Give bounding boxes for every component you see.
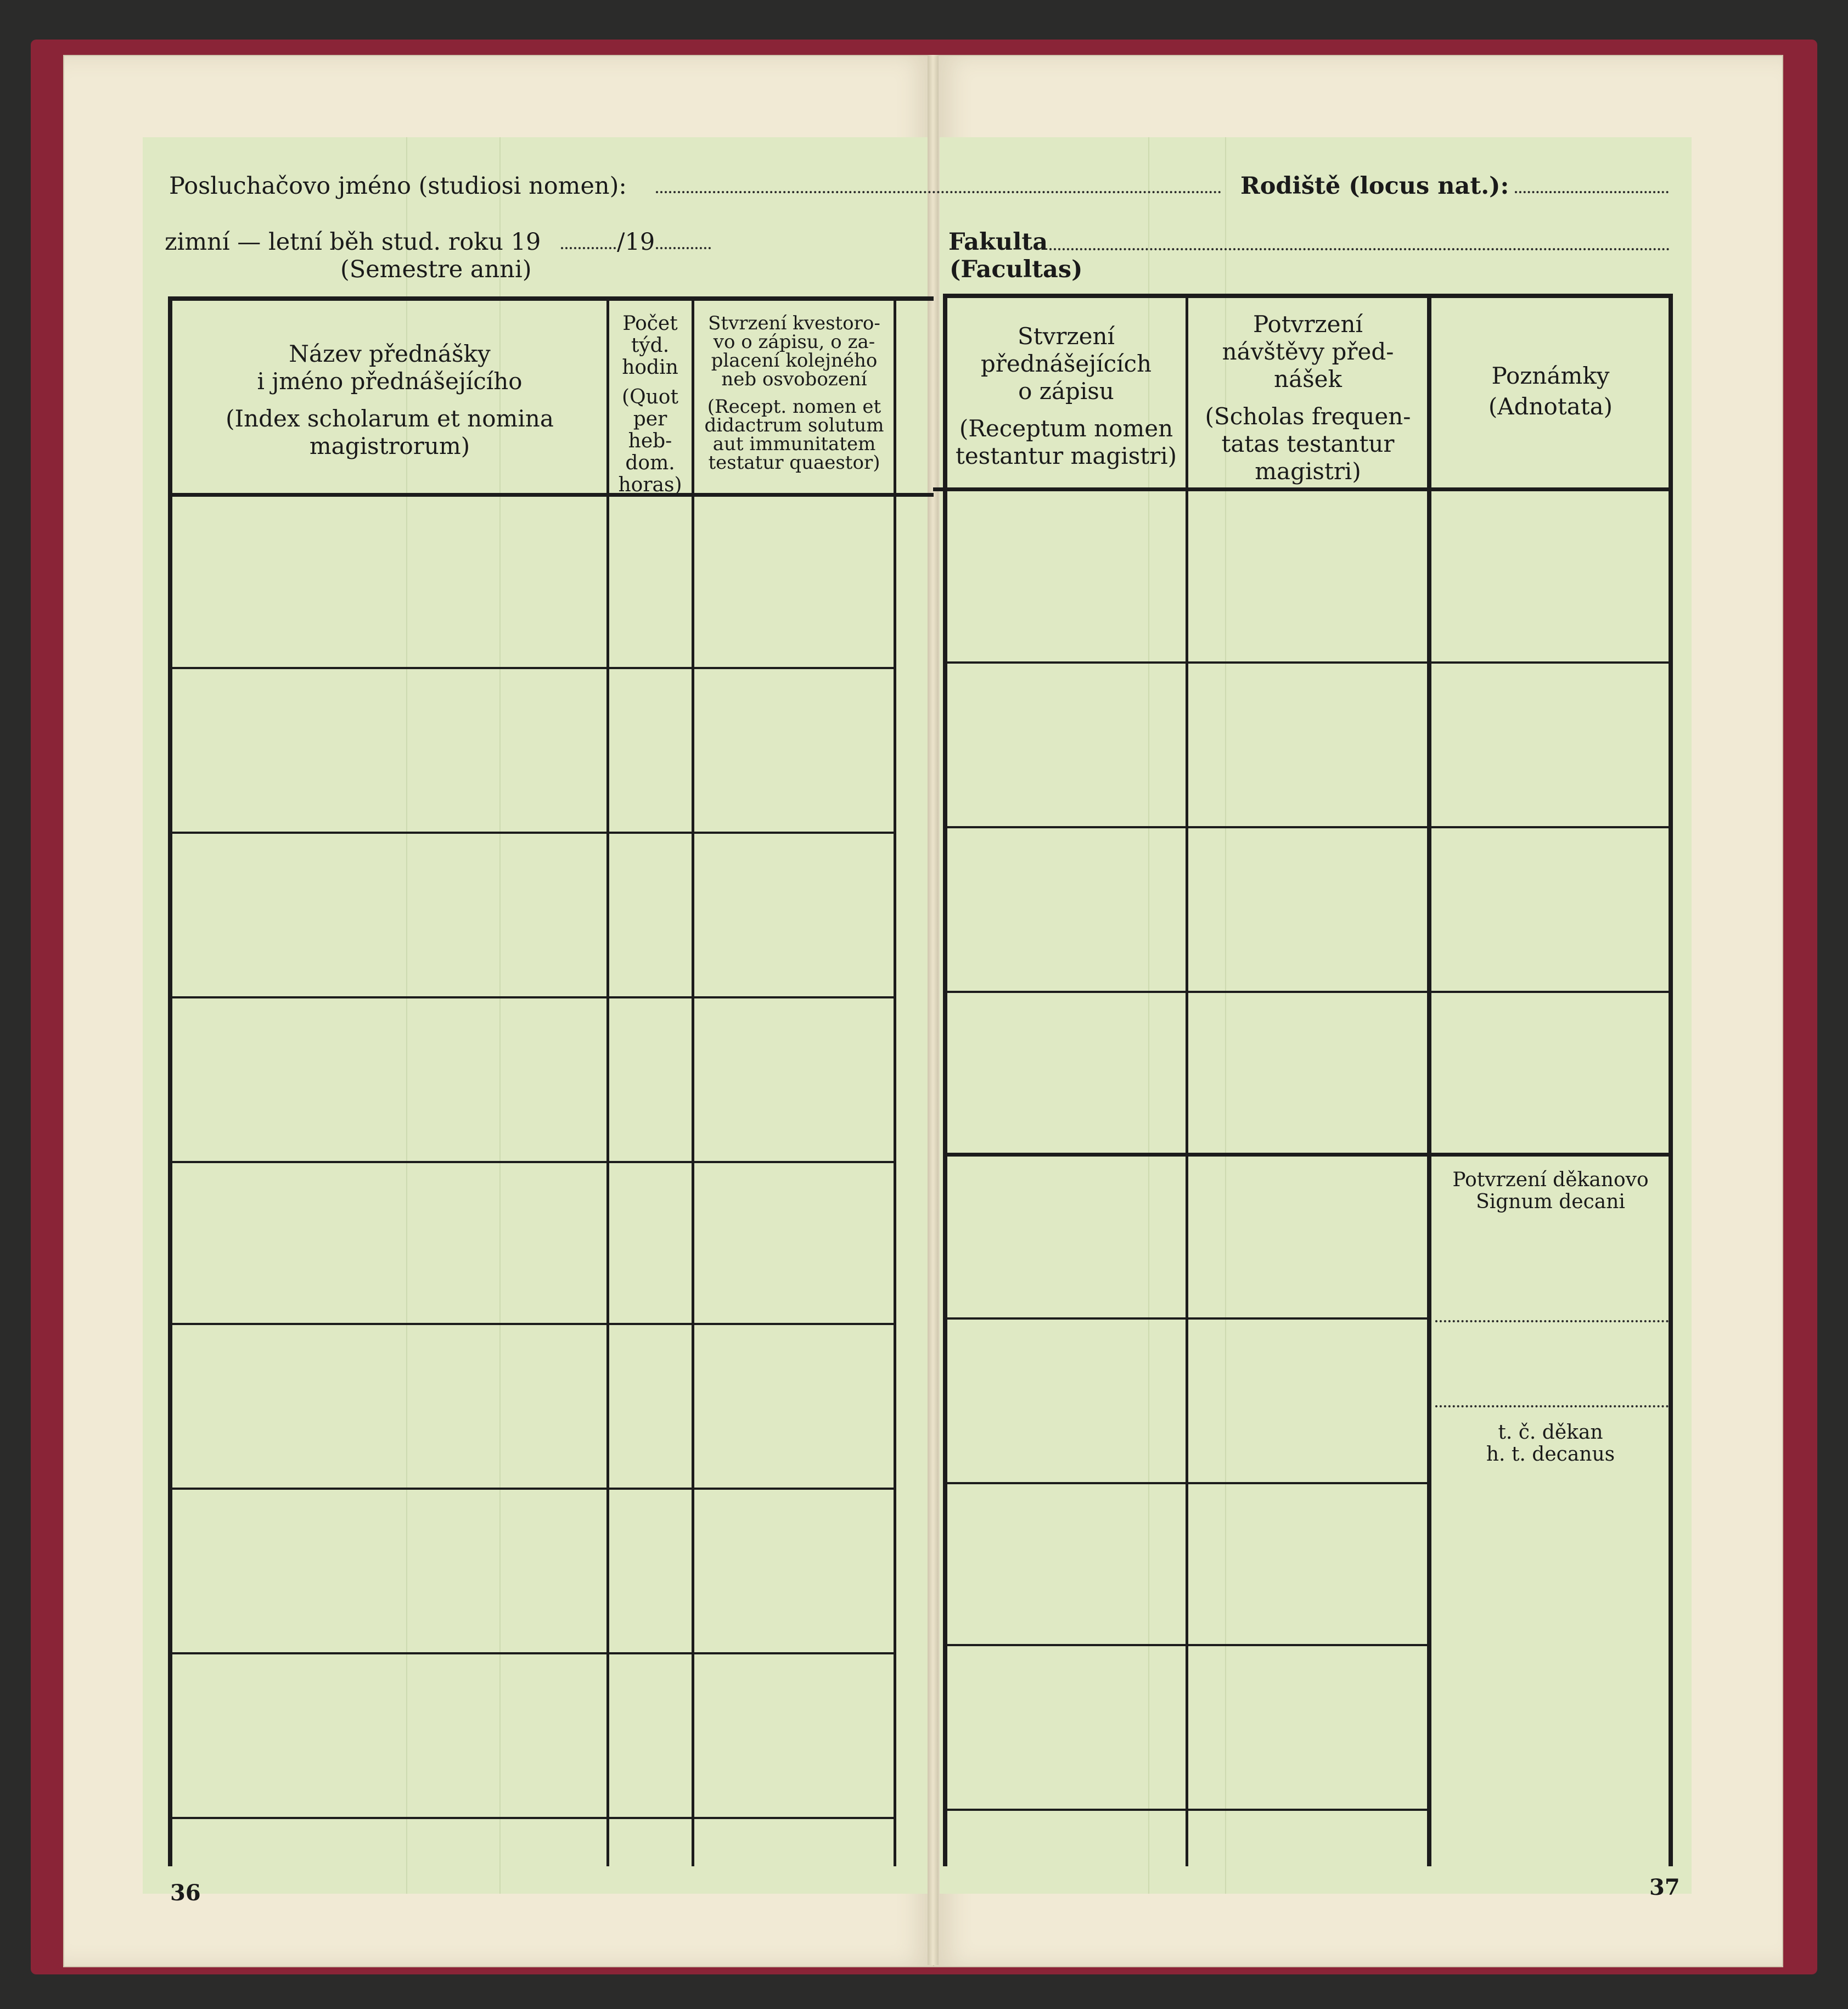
semester-year-to-field[interactable]: [656, 247, 711, 249]
header-separator-right: [933, 487, 1673, 491]
col-divider-2: [692, 296, 694, 1866]
table-row-line: [943, 1317, 1429, 1320]
col-divider-3: [894, 296, 896, 1866]
table-row-line: [168, 996, 895, 998]
col-divider-right-0: [943, 294, 947, 1866]
header-notes: Poznámky (Adnotata): [1488, 362, 1613, 420]
dean-signature-line[interactable]: [1435, 1320, 1669, 1322]
table-row-line: [168, 667, 895, 669]
table-row-line: [943, 991, 1673, 993]
header-quaestor-confirmation: Stvrzení kvestoro- vo o zápisu, o za- placení kolejného neb osvobození (Recept. nomen et didactrum solutum aut immunitatem testatur quaestor): [704, 312, 884, 474]
dean-name-line[interactable]: [1435, 1405, 1669, 1407]
page-number-right: 37: [1649, 1875, 1680, 1900]
student-name-label: Posluchačovo jméno (studiosi nomen):: [169, 172, 627, 200]
header-separator-left: [168, 493, 934, 497]
faculty-field[interactable]: [1049, 248, 1670, 250]
table-row-line: [943, 661, 1673, 664]
table-row-line: [943, 1644, 1429, 1646]
table-row-line: [168, 1817, 895, 1819]
table-row-line: [943, 826, 1673, 828]
dean-title-caption: t. č. děkan h. t. decanus: [1486, 1421, 1615, 1466]
semester-slash: /19: [617, 228, 655, 256]
table-row-line: [168, 832, 895, 834]
table-row-line: [943, 1482, 1429, 1484]
header-hours-per-week: Počet týd. hodin (Quot per heb- dom. horas): [618, 312, 682, 496]
col-divider-right-1: [1186, 294, 1188, 1866]
page-number-left: 36: [170, 1880, 201, 1906]
col-divider-right-2: [1427, 294, 1431, 1866]
faculty-label: Fakulta: [948, 228, 1048, 256]
header-attendance-confirmation: Potvrzení návštěvy před- nášek (Scholas frequen- tatas testantur magistri): [1205, 311, 1411, 485]
table-row-line: [168, 1161, 895, 1163]
table-row-line: [943, 1809, 1429, 1811]
header-lecture-name: Název přednášky i jméno přednášejícího (Index scholarum et nomina magistrorum): [226, 340, 554, 459]
lecture-table-right: [943, 294, 1673, 1866]
semester-year-from-field[interactable]: [561, 247, 616, 249]
student-name-field[interactable]: [656, 191, 1221, 193]
col-divider-1: [606, 296, 609, 1866]
table-row-line: [168, 1323, 895, 1325]
table-row-line: [168, 1488, 895, 1490]
semester-line: zimní — letní běh stud. roku 19: [165, 228, 541, 256]
birthplace-field[interactable]: [1515, 191, 1669, 193]
faculty-latin: (Facultas): [950, 256, 1083, 283]
lecture-table-left: [168, 296, 934, 1866]
header-lecturer-confirmation: Stvrzení přednášejících o zápisu (Receptum nomen testantur magistri): [955, 323, 1177, 469]
table-row-line: [943, 1153, 1673, 1157]
dean-signature-title: Potvrzení děkanovo Signum decani: [1452, 1169, 1649, 1213]
birthplace-label: Rodiště (locus nat.):: [1240, 172, 1509, 200]
semester-latin: (Semestre anni): [340, 256, 532, 283]
table-row-line: [168, 1652, 895, 1654]
